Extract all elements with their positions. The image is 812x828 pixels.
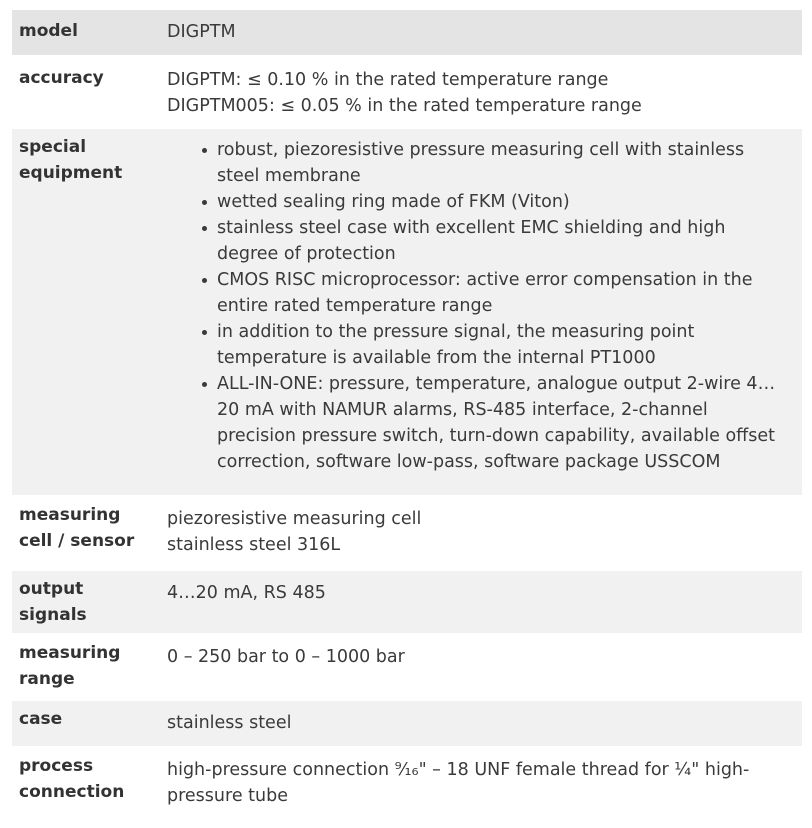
list-item [215,267,794,319]
row-label [12,497,160,569]
label-line: accuracy [19,68,104,88]
list-item-line: in addition to the pressure signal, the measuring point [217,322,695,342]
value-line: DIGPTM005: ≤ 0.05 % in the rated temperature range [167,96,642,116]
value-line: 4…20 mA, RS 485 [167,583,326,603]
row-label [12,57,160,127]
row-value [160,497,802,569]
row-measuring-range [12,633,802,699]
list-item-line: CMOS RISC microprocessor: active error compensation in the [217,270,753,290]
row-special-equipment [12,127,802,495]
list-item [215,319,794,371]
value-line: DIGPTM [167,22,236,42]
list-item [215,189,794,215]
label-line: equipment [19,163,123,183]
value-line: pressure tube [167,786,288,806]
list-item-line: precision pressure switch, turn-down capability, available offset [217,426,775,446]
row-value [160,701,802,746]
list-item-line: correction, software low-pass, software package USSCOM [217,452,721,472]
label-line: case [19,709,63,729]
row-value [160,571,802,633]
list-item [215,371,794,475]
label-line: measuring [19,643,121,663]
list-item-line: temperature is available from the internal PT1000 [217,348,656,368]
label-line: signals [19,605,87,625]
label-line: output [19,579,84,599]
row-output-signals [12,569,802,633]
row-value [160,10,802,55]
label-line: measuring [19,505,121,525]
spec-table [12,8,802,818]
value-line: piezoresistive measuring cell [167,509,422,529]
row-process-connection [12,746,802,818]
row-model [12,8,802,55]
value-line: high-pressure connection ⁹⁄₁₆" – 18 UNF female thread for ¼" high- [167,760,750,780]
value-line: stainless steel [167,713,292,733]
row-value [160,129,802,495]
list-item-line: steel membrane [217,166,361,186]
list-item-line: wetted sealing ring made of FKM (Viton) [217,192,570,212]
label-line: model [19,21,78,41]
row-label [12,129,160,495]
label-line: cell / sensor [19,531,135,551]
row-case [12,699,802,746]
list-item [215,137,794,189]
row-measuring-cell [12,495,802,569]
list-item [215,215,794,267]
label-line: range [19,669,75,689]
list-item-line: robust, piezoresistive pressure measuring cell with stainless [217,140,745,160]
list-item-line: ALL-IN-ONE: pressure, temperature, analogue output 2-wire 4… [217,374,776,394]
row-label [12,748,160,818]
row-label [12,10,160,55]
label-line: special [19,137,87,157]
row-value [160,748,802,818]
row-value [160,57,802,127]
feature-list [167,137,794,475]
value-line: 0 – 250 bar to 0 – 1000 bar [167,647,405,667]
list-item-line: 20 mA with NAMUR alarms, RS-485 interface, 2-channel [217,400,708,420]
value-line: stainless steel 316L [167,535,341,555]
label-line: connection [19,782,125,802]
row-label [12,571,160,633]
row-accuracy [12,55,802,127]
value-line: DIGPTM: ≤ 0.10 % in the rated temperature range [167,70,609,90]
row-value [160,635,802,699]
row-label [12,635,160,699]
list-item-line: entire rated temperature range [217,296,493,316]
row-label [12,701,160,746]
list-item-line: stainless steel case with excellent EMC shielding and high [217,218,726,238]
list-item-line: degree of protection [217,244,396,264]
label-line: process [19,756,94,776]
